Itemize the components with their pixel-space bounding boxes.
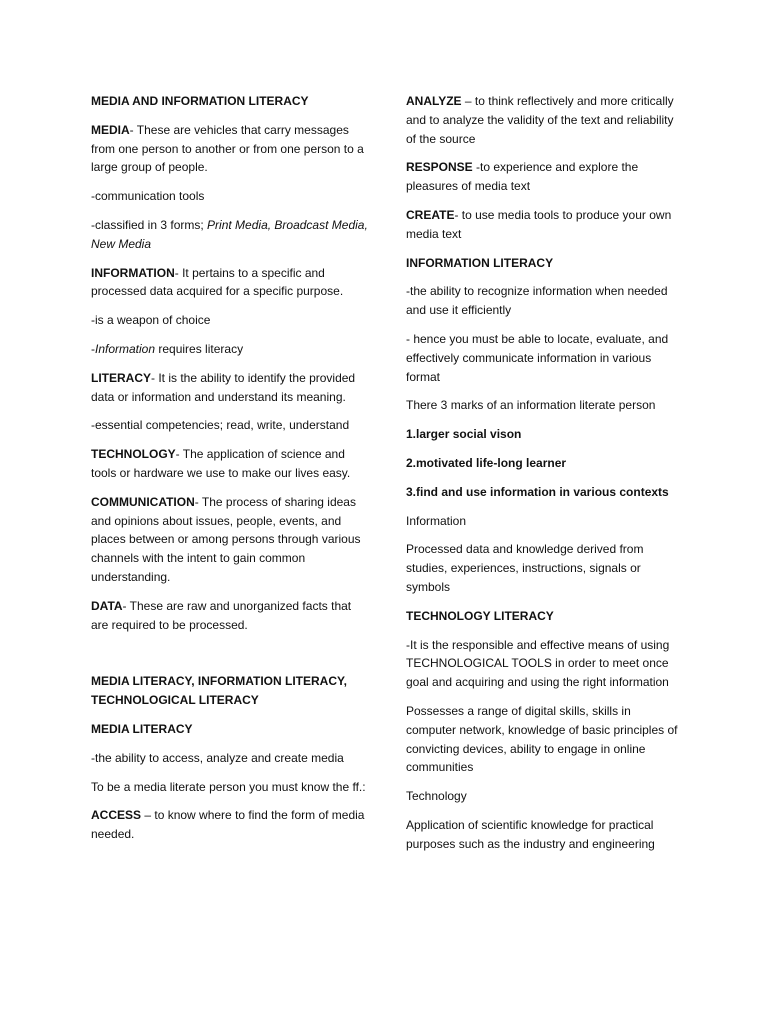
information-note-literacy: -Information requires literacy bbox=[91, 341, 244, 356]
communication-term: COMMUNICATION bbox=[91, 494, 195, 509]
information-literacy-definition: -the ability to recognize information when needed and use it efficiently bbox=[406, 284, 668, 318]
section-two-title: MEDIA LITERACY, INFORMATION LITERACY, TECHNOLOGICAL LITERACY bbox=[91, 674, 347, 708]
information-note-weapon: -is a weapon of choice bbox=[91, 313, 211, 328]
literacy-note: -essential competencies; read, write, understand bbox=[91, 418, 350, 433]
access-term: ACCESS bbox=[91, 808, 142, 823]
mark-two: 2.motivated life-long learner bbox=[406, 455, 567, 470]
information-literacy-skills: - hence you must be able to locate, evaluate, and effectively communicate information in various format bbox=[406, 331, 669, 384]
response-definition: RESPONSE -to experience and explore the pleasures of media text bbox=[406, 160, 639, 194]
analyze-definition: ANALYZE – to think reflectively and more critically and to analyze the validity of the text and reliability of the source bbox=[406, 94, 674, 146]
technology-definition-right: Application of scientific knowledge for practical purposes such as the industry and engineering bbox=[406, 817, 655, 851]
mark-one: 1.larger social vison bbox=[406, 427, 522, 442]
technology-literacy-skills: Possesses a range of digital skills, skills in computer network, knowledge of basic principles of convicting devices, ability to engage in online communities bbox=[406, 703, 678, 775]
literacy-term: LITERACY bbox=[91, 370, 151, 385]
technology-literacy-heading: TECHNOLOGY LITERACY bbox=[406, 608, 554, 623]
access-definition: ACCESS – to know where to find the form of media needed. bbox=[91, 808, 365, 842]
information-definition-right: Processed data and knowledge derived from studies, experiences, instructions, signals or symbols bbox=[406, 542, 644, 594]
media-note-tools: -communication tools bbox=[91, 189, 205, 204]
create-definition: CREATE- to use media tools to produce your own media text bbox=[406, 207, 672, 241]
media-note-forms: -classified in 3 forms; Print Media, Broadcast Media, New Media bbox=[91, 217, 368, 251]
right-column bbox=[406, 92, 681, 864]
literacy-definition: LITERACY- It is the ability to identify the provided data or information and understand its meaning. bbox=[91, 370, 356, 404]
technology-definition: TECHNOLOGY- The application of science and tools or hardware we use to make our lives easy. bbox=[91, 447, 351, 480]
technology-literacy-definition: -It is the responsible and effective means of using TECHNOLOGICAL TOOLS in order to meet once goal and acquiring and using the right information bbox=[406, 637, 670, 690]
data-term: DATA bbox=[91, 598, 123, 613]
information-term: INFORMATION bbox=[91, 265, 175, 280]
marks-intro: There 3 marks of an information literate person bbox=[406, 398, 656, 413]
media-definition: MEDIA- These are vehicles that carry messages from one person to another or from one person to a large group of people. bbox=[91, 122, 364, 175]
media-term: MEDIA bbox=[91, 122, 130, 137]
media-literacy-intro: To be a media literate person you must know the ff.: bbox=[91, 779, 366, 794]
communication-definition: COMMUNICATION- The process of sharing ideas and opinions about issues, people, events, and places between or among persons through various channels with the intent to gain common understanding. bbox=[91, 494, 361, 584]
media-literacy-definition: -the ability to access, analyze and create media bbox=[91, 750, 344, 765]
create-term: CREATE bbox=[406, 207, 455, 222]
technology-heading: Technology bbox=[406, 789, 467, 804]
analyze-term: ANALYZE bbox=[406, 94, 462, 108]
information-heading: Information bbox=[406, 513, 467, 528]
information-definition: INFORMATION- It pertains to a specific and processed data acquired for a specific purpose. bbox=[91, 265, 344, 299]
section-spacer bbox=[91, 644, 368, 672]
document-title: MEDIA AND INFORMATION LITERACY bbox=[91, 94, 309, 108]
media-literacy-heading: MEDIA LITERACY bbox=[91, 721, 193, 736]
response-term: RESPONSE bbox=[406, 160, 473, 175]
mark-three: 3.find and use information in various contexts bbox=[406, 484, 669, 499]
data-definition: DATA- These are raw and unorganized facts that are required to be processed. bbox=[91, 598, 352, 632]
technology-term: TECHNOLOGY bbox=[91, 447, 176, 462]
left-column bbox=[91, 92, 368, 854]
information-literacy-heading: INFORMATION LITERACY bbox=[406, 255, 554, 270]
